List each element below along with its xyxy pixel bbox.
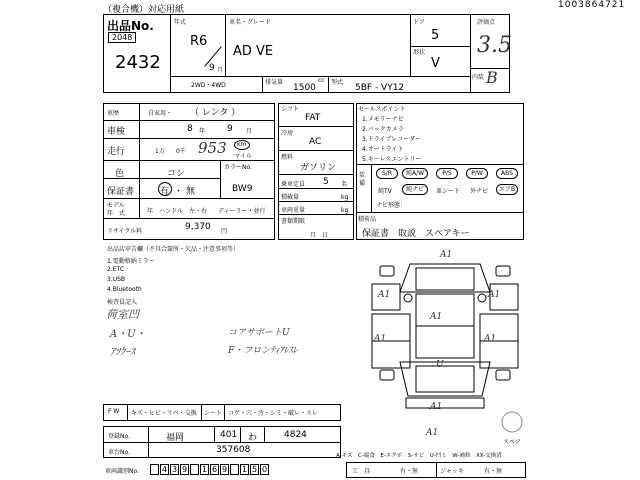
- car-hood: [416, 268, 474, 290]
- usage-value: （ レンタ ）: [190, 108, 241, 118]
- registration-kana: わ: [248, 433, 258, 443]
- inspection-year-unit: 年: [199, 128, 206, 135]
- drive-type: 2WD・4WD: [191, 82, 226, 89]
- spec-row-5: [278, 201, 354, 202]
- recycle-label: リサイクル料: [107, 228, 143, 235]
- shape-divider: [470, 14, 471, 93]
- model-year-label-1: モデル: [107, 202, 125, 209]
- model-year-dealer: ディーラー・並行: [218, 208, 266, 215]
- mileage-unit-mile: マイル: [234, 153, 252, 160]
- damage-mark-dent: U: [436, 360, 444, 370]
- equip-navi: 純ナビ: [402, 184, 428, 195]
- reg-row-divider: [103, 442, 341, 443]
- vin-full-label: 車両識別No.: [105, 468, 139, 475]
- registration-number: 4824: [284, 430, 307, 440]
- score-value: 3.5: [477, 33, 512, 58]
- inspector-line-5: F・フロンﾃｨｱﾚｽﾚ: [228, 346, 298, 356]
- shape-value: V: [431, 56, 440, 71]
- lot-code: 2048: [112, 33, 133, 42]
- vin-char-cell: [150, 464, 159, 475]
- mileage-prefix-1: 1万: [155, 148, 165, 155]
- equip-ext-navi: 外ナビ: [470, 188, 489, 195]
- year-month-unit: 月: [217, 67, 224, 74]
- spec-row-4: [278, 188, 354, 189]
- color-divider: [220, 160, 221, 198]
- mileage-value: 953: [198, 139, 227, 157]
- mileage-label: 走行: [107, 147, 126, 157]
- vin-value: 357608: [216, 445, 251, 455]
- sales-point-3: 3.ドライブレコーダー: [362, 136, 422, 143]
- vin-char-cell: [230, 464, 239, 475]
- shape-label: 形状: [413, 49, 426, 56]
- inspector-label: 検査員記入: [107, 299, 138, 306]
- car-name-label: 車名・グレード: [229, 19, 272, 26]
- fuel-label: 燃料: [281, 154, 294, 161]
- displacement-unit: cc: [318, 77, 325, 84]
- tire-front-left: [380, 266, 394, 276]
- spec-row-1: [278, 126, 354, 127]
- recycle-unit: 円: [221, 228, 228, 235]
- equip-abs: ABS: [496, 168, 518, 179]
- year-divider: [225, 14, 226, 76]
- damage-mark-right-fender: A1: [488, 290, 501, 300]
- fw-label: F W: [108, 408, 120, 415]
- damage-mark-left-fender: A1: [378, 290, 391, 300]
- glass-types: キズ・ヒビ・リペ・交換: [131, 410, 197, 417]
- sales-point-5: 5.キーレスエントリー: [362, 156, 422, 163]
- registration-region: 福岡: [166, 433, 185, 443]
- mirror-left: [404, 294, 412, 302]
- equip-airbag: エアB: [496, 184, 518, 195]
- items-divider: [356, 212, 524, 213]
- sales-point-4: 4.オートライト: [362, 146, 404, 153]
- damage-code-legend: A-キズ C-腐食 E-エクボ S-サビ U-凹ミ W-補修 XX-交換済: [336, 453, 502, 459]
- tire-front-right: [496, 266, 510, 276]
- vin-char-cell: 1: [201, 465, 208, 474]
- vin-char-cell: 1: [241, 465, 248, 474]
- rear-bumper: [406, 398, 484, 408]
- interior-value: B: [486, 68, 498, 87]
- equip-tv: 純TV: [378, 188, 392, 195]
- tools-label: 工 具: [352, 468, 371, 475]
- inspector-line-3: ｱﾂｸｰｽ: [110, 347, 135, 358]
- warranty-yes: 有: [160, 187, 170, 197]
- tire-rear-left: [380, 370, 394, 380]
- warranty-separator: ・: [174, 187, 184, 197]
- load-unit: kg: [341, 194, 349, 201]
- info-row-3: [103, 160, 275, 161]
- warranty-no: 無: [186, 187, 196, 197]
- navi-type-label: ナビ形態：: [376, 202, 407, 209]
- glass-divider-2: [201, 404, 202, 421]
- ac-label: 冷房: [281, 130, 294, 137]
- tools-divider: [436, 462, 437, 478]
- tools-value: 有・無: [400, 468, 419, 475]
- seats-label: 乗車定員: [281, 181, 306, 188]
- glass-divider-3: [224, 404, 225, 421]
- color-value: コン: [167, 169, 186, 179]
- info-row-1: [103, 120, 275, 121]
- year-label: 年式: [174, 19, 187, 26]
- equip-power-window: P/W: [466, 168, 488, 179]
- info-row-6: [103, 218, 275, 219]
- inspector-line-4: コアサポートU: [228, 328, 290, 338]
- disp-divider: [328, 76, 329, 93]
- damage-mark-right-door: A1: [484, 334, 497, 344]
- score-label: 評価点: [477, 19, 496, 26]
- note-4: 4.Bluetooth: [107, 286, 142, 293]
- weight-unit: kg: [341, 207, 349, 214]
- sales-point-1: 1.メモリーナビ: [362, 116, 404, 123]
- inspection-label: 車検: [107, 127, 126, 137]
- car-divider: [410, 14, 411, 76]
- color-code-value: BW9: [232, 184, 253, 194]
- doors-value: 5: [431, 28, 440, 43]
- info-row-4: [103, 178, 220, 179]
- model-code-label: 型式: [331, 79, 344, 86]
- vin-char-cell: 6: [211, 465, 218, 474]
- fuel-value: ガソリン: [300, 163, 337, 173]
- car-rear-outline: [400, 362, 490, 396]
- top-block: [103, 14, 510, 93]
- sales-points-label: セールスポイント: [358, 106, 406, 113]
- model-year-label-2: 年 式: [107, 210, 126, 217]
- displacement-label: 排気量: [265, 79, 284, 86]
- mirror-right: [478, 294, 486, 302]
- registration-class: 401: [220, 430, 238, 440]
- jack-value: 有・無: [484, 468, 503, 475]
- model-year-handle: 年 ハンドル 左・右: [147, 208, 208, 215]
- interior-label: 内装: [472, 74, 485, 81]
- ac-value: AC: [309, 137, 322, 147]
- doors-label: ドア: [413, 19, 425, 26]
- seat-types: コゲ・穴・汚・シミ・破レ・スレ: [228, 410, 319, 417]
- note-3: 3.USB: [107, 276, 126, 283]
- serial-number: 1003864721: [558, 0, 626, 10]
- vin-char-cell: 0: [261, 465, 268, 474]
- expiry-label: 書類期限: [281, 218, 306, 225]
- drive-divider: [262, 76, 263, 93]
- lot-number: 2432: [115, 52, 161, 73]
- equip-sr: S/R: [376, 168, 398, 179]
- equip-alloy-wheel: 純A/W: [402, 168, 428, 179]
- registration-label: 登録No.: [108, 433, 130, 440]
- shift-value: FAT: [305, 113, 321, 123]
- mileage-unit-km: km: [237, 141, 247, 148]
- jack-label: ジャッキ: [440, 468, 464, 475]
- form-title: （複合機）対応用紙: [103, 5, 185, 15]
- usage-label: 車歴: [107, 110, 120, 117]
- damage-mark-front: A1: [440, 250, 453, 260]
- damage-mark-left-door: A1: [374, 334, 387, 344]
- reg-divider-4: [264, 426, 265, 442]
- load-label: 積載量: [281, 194, 300, 201]
- spare-tire-outline: [502, 412, 522, 432]
- spec-row-2: [278, 150, 354, 151]
- vin-char-cell: 4: [161, 465, 168, 474]
- color-label: 色: [115, 169, 125, 179]
- year-month: 9: [209, 63, 215, 73]
- damage-mark-bumper: A1: [426, 428, 439, 438]
- seats-unit: 名: [341, 181, 348, 188]
- weight-label: 車両重量: [281, 207, 306, 214]
- other-items-label: 積荷品: [358, 216, 377, 223]
- spare-label: スペア: [503, 439, 522, 446]
- other-items-value: 保証書 取説 スペアキー: [362, 229, 470, 239]
- sales-point-2: 2.バックカメラ: [362, 126, 404, 133]
- seats-value: 5: [323, 177, 329, 187]
- reg-divider-3: [240, 426, 241, 442]
- damage-mark-rear-gate: A1: [430, 402, 443, 412]
- inspection-year: 8: [187, 124, 193, 134]
- tire-rear-right: [496, 370, 510, 380]
- reg-divider-2: [214, 426, 215, 442]
- spec-row-6: [278, 214, 354, 215]
- expiry-unit: 月 日: [310, 232, 329, 239]
- vin-label: 車台No.: [108, 449, 130, 456]
- info-row-5: [103, 198, 275, 199]
- car-name: AD VE: [233, 44, 274, 59]
- equipment-divider: [371, 164, 372, 212]
- seat-label: シート: [204, 410, 223, 417]
- color-code-label: カラーNo.: [224, 164, 252, 171]
- spec-row-3: [278, 174, 354, 175]
- note-1: 1.電動格納ミラー: [107, 258, 155, 265]
- note-2: 2.ETC: [107, 266, 125, 273]
- vin-char-cell: [190, 464, 199, 475]
- sales-divider: [356, 164, 524, 165]
- model-code-value: 5BF - VY12: [355, 83, 405, 93]
- equip-leather: 革シート: [436, 188, 461, 195]
- damage-mark-roof: A1: [430, 312, 443, 322]
- vin-char-cell: 9: [181, 465, 188, 474]
- equip-power-steering: P/S: [436, 168, 458, 179]
- vin-char-cell: 5: [251, 465, 258, 474]
- inspection-month: 9: [227, 124, 233, 134]
- vin-char-cell: 9: [221, 465, 228, 474]
- inspector-line-2: A・U・: [110, 329, 146, 340]
- lot-divider: [170, 14, 171, 93]
- shift-label: シフト: [281, 106, 300, 113]
- inspector-line-1: 荷室凹: [106, 308, 139, 321]
- equipment-label: 装備: [359, 172, 366, 187]
- info-row-2: [103, 138, 275, 139]
- year-era: R6: [190, 34, 208, 49]
- mileage-prefix-2: 0千: [176, 148, 186, 155]
- car-rear-gate: [416, 366, 474, 392]
- warranty-label: 保証書: [107, 187, 135, 197]
- glass-divider-1: [127, 404, 128, 421]
- vin-char-cell: 3: [171, 465, 178, 474]
- displacement-value: 1500: [293, 83, 316, 93]
- notes-label: 出品店申告欄（不具合箇所・欠品・注意事項等）: [107, 246, 240, 253]
- lot-label: 出品No.: [107, 19, 154, 33]
- recycle-value: 9,370: [185, 222, 211, 232]
- usage-options: 自家用・: [148, 110, 173, 117]
- inspection-month-unit: 月: [246, 128, 253, 135]
